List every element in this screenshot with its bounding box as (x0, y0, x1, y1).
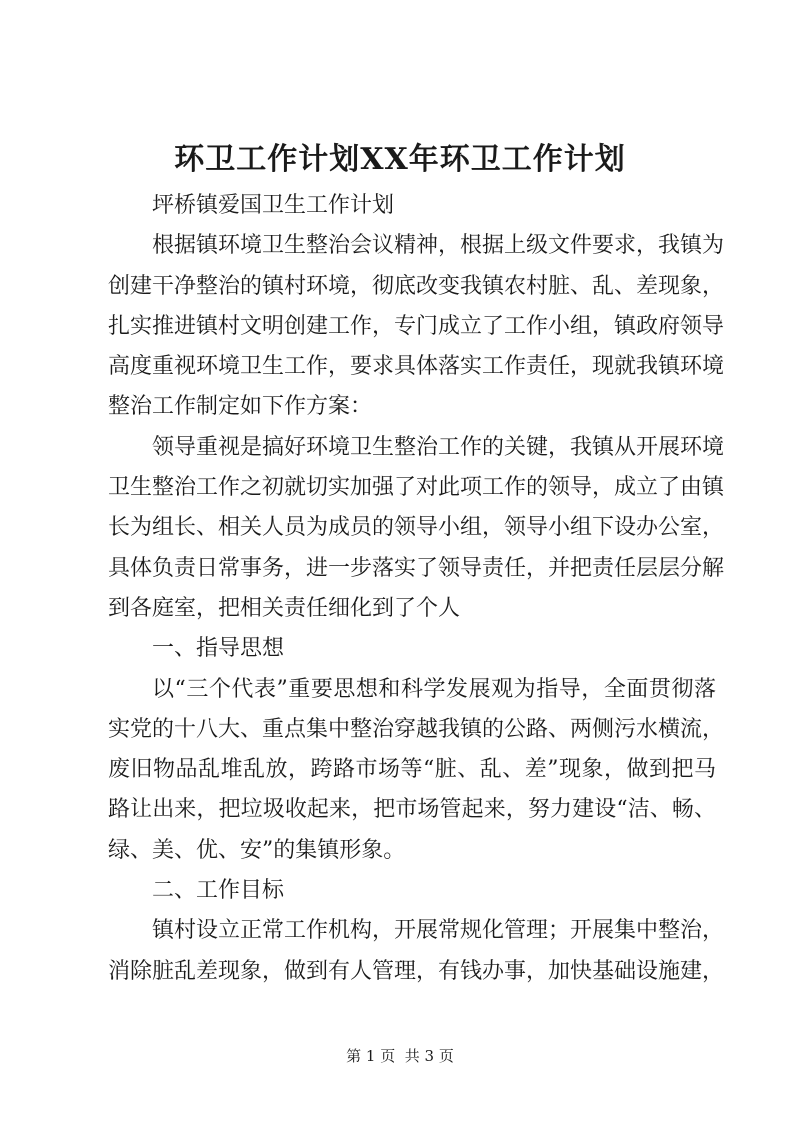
paragraph-goals (108, 911, 725, 992)
paragraph-leadership (108, 428, 725, 629)
text-line: 废旧物品乱堆乱放，跨路市场等“脏、乱、差”现象，做到把马 (108, 757, 716, 783)
text-line: 创建干净整治的镇村环境，彻底改变我镇农村脏、乱、差现象， (108, 273, 725, 299)
text-line: 到各庭室，把相关责任细化到了个人 (108, 595, 461, 621)
text-line: 绿、美、优、安”的集镇形象。 (108, 837, 406, 863)
text-line: 卫生整治工作之初就切实加强了对此项工作的领导，成立了由镇 (108, 475, 725, 501)
text-line: 一、指导思想 (152, 636, 285, 662)
text-line: 以“三个代表”重要思想和科学发展观为指导，全面贯彻落 (152, 676, 716, 702)
paragraph-guiding (108, 670, 725, 871)
text-line: 二、工作目标 (152, 878, 285, 904)
paragraph-heading-1 (108, 629, 716, 669)
text-line: 具体负责日常事务，进一步落实了领导责任，并把责任层层分解 (108, 555, 725, 581)
text-line: 整治工作制定如下作方案： (108, 394, 373, 420)
text-line: 实党的十八大、重点集中整治穿越我镇的公路、两侧污水横流， (108, 716, 725, 742)
text-line: 高度重视环境卫生工作，要求具体落实工作责任，现就我镇环境 (108, 354, 725, 380)
document-title: 环卫工作计划XX年环卫工作计划 (174, 142, 626, 177)
page-footer (0, 1046, 800, 1066)
text-line: 扎实推进镇村文明创建工作，专门成立了工作小组，镇政府领导 (108, 313, 725, 339)
text-line: 路让出来，把垃圾收起来，把市场管起来，努力建设“洁、畅、 (108, 797, 716, 823)
document-body (108, 186, 725, 992)
text-line: 消除脏乱差现象，做到有人管理，有钱办事，加快基础设施建， (108, 958, 725, 984)
text-line: 镇村设立正常工作机构，开展常规化管理；开展集中整治， (152, 918, 725, 944)
paragraph-intro (108, 226, 725, 427)
paragraph-heading-2 (108, 871, 716, 911)
text-line: 长为组长、相关人员为成员的领导小组，领导小组下设办公室， (108, 515, 725, 541)
text-line: 根据镇环境卫生整治会议精神，根据上级文件要求，我镇为 (152, 233, 725, 259)
paragraph-subtitle (108, 186, 716, 226)
page-number-label: 第 1 页 共 3 页 (346, 1047, 454, 1065)
text-line: 领导重视是搞好环境卫生整治工作的关键，我镇从开展环境 (152, 434, 725, 460)
text-line: 坪桥镇爱国卫生工作计划 (152, 193, 395, 218)
